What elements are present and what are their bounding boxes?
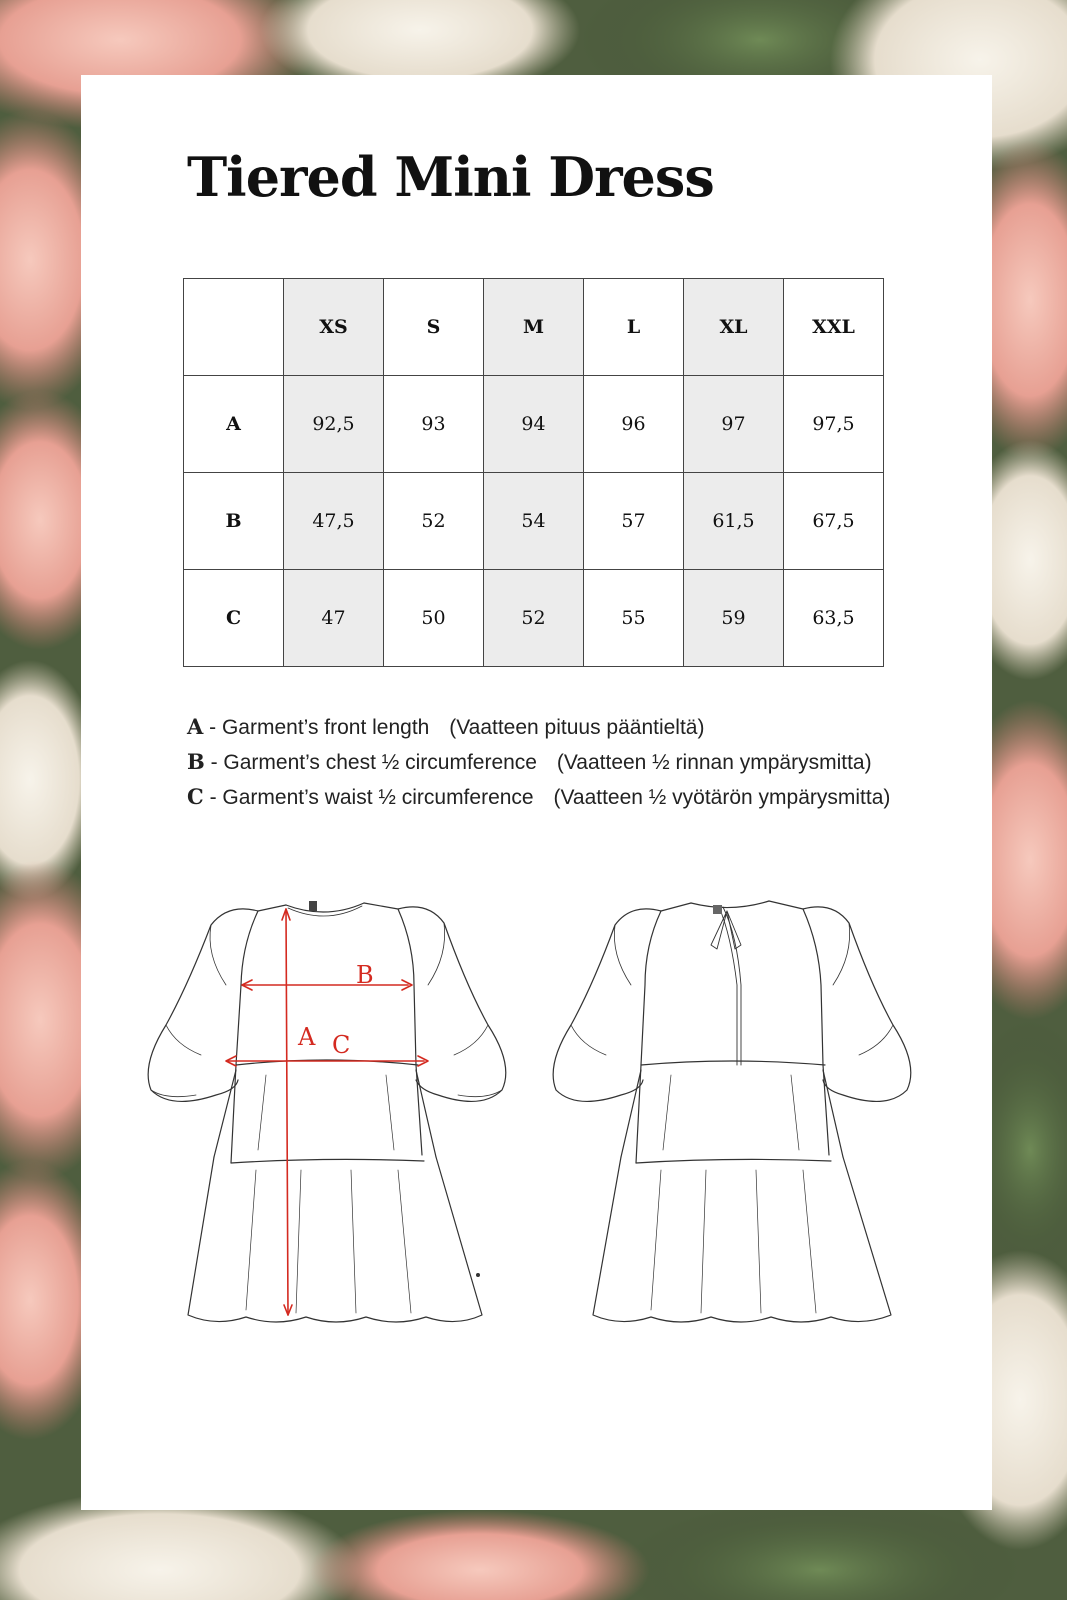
table-header-row — [184, 279, 884, 376]
table-cell: 63,5 — [784, 570, 884, 667]
table-header-cell: XXL — [784, 279, 884, 376]
table-cell: 93 — [384, 376, 484, 473]
row-label: A — [184, 376, 284, 473]
measurement-lines — [226, 909, 428, 1315]
size-chart-card — [81, 75, 992, 1510]
legend-text-en: - Garment’s chest ½ circumference — [210, 751, 537, 774]
legend-text-en: - Garment’s front length — [209, 716, 430, 739]
page-title: Tiered Mini Dress — [187, 145, 714, 209]
table-cell: 47 — [284, 570, 384, 667]
diagram-label-a: A — [298, 1023, 316, 1051]
back-view-sketch — [553, 901, 911, 1322]
legend-item — [187, 745, 890, 780]
row-label: B — [184, 473, 284, 570]
table-cell: 50 — [384, 570, 484, 667]
table-cell: 52 — [484, 570, 584, 667]
legend-text-fi: (Vaatteen ½ vyötärön ympärysmitta) — [553, 786, 891, 809]
legend-key: B — [187, 749, 205, 774]
row-label: C — [184, 570, 284, 667]
legend-text-fi: (Vaatteen pituus pääntieltä) — [449, 716, 705, 739]
table-corner-cell — [184, 279, 284, 376]
table-cell: 96 — [584, 376, 684, 473]
table-cell: 61,5 — [684, 473, 784, 570]
garment-sketches — [136, 895, 936, 1435]
legend-key: C — [187, 784, 204, 809]
diagram-label-b: B — [356, 961, 374, 989]
legend-item — [187, 780, 890, 815]
table-row — [184, 473, 884, 570]
table-header-cell: XS — [284, 279, 384, 376]
legend-item — [187, 710, 890, 745]
size-table — [183, 278, 884, 667]
table-cell: 54 — [484, 473, 584, 570]
legend-key: A — [187, 714, 204, 739]
table-cell: 55 — [584, 570, 684, 667]
measurement-legend — [187, 710, 890, 815]
diagram-label-c: C — [332, 1031, 351, 1059]
table-cell: 97 — [684, 376, 784, 473]
table-row — [184, 376, 884, 473]
table-cell: 52 — [384, 473, 484, 570]
table-header-cell: S — [384, 279, 484, 376]
table-cell: 57 — [584, 473, 684, 570]
table-cell: 67,5 — [784, 473, 884, 570]
table-header-cell: L — [584, 279, 684, 376]
table-cell: 59 — [684, 570, 784, 667]
table-cell: 94 — [484, 376, 584, 473]
table-header-cell: XL — [684, 279, 784, 376]
front-view-sketch — [148, 901, 506, 1322]
table-cell: 47,5 — [284, 473, 384, 570]
table-cell: 92,5 — [284, 376, 384, 473]
table-cell: 97,5 — [784, 376, 884, 473]
legend-text-en: - Garment’s waist ½ circumference — [209, 786, 534, 809]
table-header-cell: M — [484, 279, 584, 376]
legend-text-fi: (Vaatteen ½ rinnan ympärysmitta) — [556, 751, 872, 774]
table-row — [184, 570, 884, 667]
